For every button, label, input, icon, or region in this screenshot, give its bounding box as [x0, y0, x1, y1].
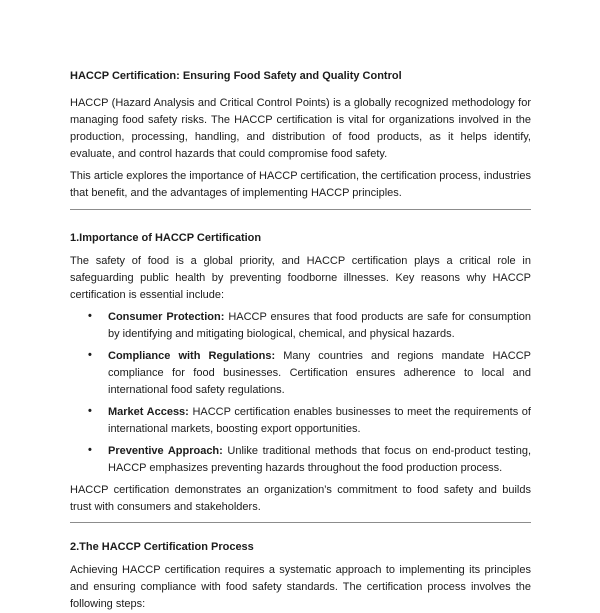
bullet-text: HACCP ensures that food products are safe for consumption by identifying and mitigating biological, chemical, and physical hazards. — [108, 311, 532, 340]
bullet-compliance-regulations — [108, 348, 531, 399]
bullet-consumer-protection — [108, 309, 531, 343]
section-1-intro: The safety of food is a global priority, and HACCP certification plays a critical role in safeguarding public health by preventing foodborne illnesses. Key reasons why HACCP certification is essential include: — [70, 255, 531, 301]
section-2-intro: Achieving HACCP certification requires a systematic approach to implementing its principles and ensuring compliance with food safety standards. The certification process involves the following steps: — [70, 564, 531, 610]
bullet-label: Market Access: — [108, 406, 189, 418]
bullet-preventive-approach — [108, 443, 531, 477]
section-1-heading: 1.Importance of HACCP Certification — [70, 232, 262, 244]
section-divider — [70, 209, 531, 210]
bullet-label: Preventive Approach: — [108, 445, 223, 457]
intro-paragraph-1: HACCP (Hazard Analysis and Critical Control Points) is a globally recognized methodology for managing food safety risks. The HACCP certification is vital for organizations involved in the production, processing, handling, and distribution of food products, as it helps identify, evaluate, and control hazards that could compromise food safety. — [70, 97, 531, 160]
key-reasons-list — [70, 309, 531, 477]
bullet-text: Unlike traditional methods that focus on end-product testing, HACCP emphasizes preventing hazards throughout the food production process. — [108, 445, 531, 474]
section-1-closing: HACCP certification demonstrates an organization’s commitment to food safety and builds trust with consumers and stakeholders. — [70, 484, 531, 513]
bullet-market-access — [108, 404, 531, 438]
bullet-label: Compliance with Regulations: — [108, 350, 276, 362]
intro-paragraph-2: This article explores the importance of HACCP certification, the certification process, industries that benefit, and the advantages of implementing HACCP principles. — [70, 170, 531, 199]
bullet-text: HACCP certification enables businesses to meet the requirements of international markets, boosting export opportunities. — [108, 406, 531, 435]
bullet-label: Consumer Protection: — [108, 311, 225, 323]
section-divider — [70, 522, 531, 523]
section-2-heading: 2.The HACCP Certification Process — [70, 541, 254, 553]
document-title: HACCP Certification: Ensuring Food Safety and Quality Control — [70, 70, 402, 82]
bullet-text: Many countries and regions mandate HACCP compliance for food businesses. Certification ensures adherence to local and international food safety regulations. — [108, 350, 531, 396]
